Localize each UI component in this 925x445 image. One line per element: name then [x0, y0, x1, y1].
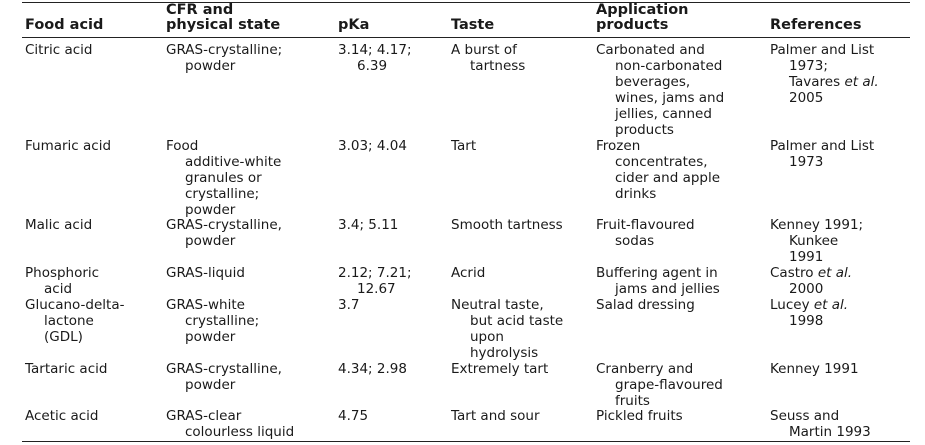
cell-application: Cranberry and grape-flavoured fruits — [596, 361, 723, 409]
header-application-line2: products — [596, 17, 669, 33]
cell-taste: A burst of tartness — [451, 42, 526, 74]
cell-acid: Acetic acid — [25, 408, 99, 424]
cell-state: GRAS-clear colourless liquid — [166, 408, 295, 440]
cell-reference: Palmer and List 1973; Tavares et al. 2005 — [770, 42, 879, 106]
header-pka: pKa — [338, 17, 370, 33]
cell-application: Frozen concentrates, cider and apple drinks — [596, 138, 721, 202]
cell-acid: Tartaric acid — [25, 361, 108, 377]
cell-taste: Tart — [451, 138, 477, 154]
cell-pka: 3.03; 4.04 — [338, 138, 407, 154]
cell-acid: Fumaric acid — [25, 138, 112, 154]
cell-state: Food additive-white granules or crystalline; powder — [166, 138, 282, 218]
cell-pka: 3.14; 4.17; 6.39 — [338, 42, 412, 74]
cell-pka: 4.34; 2.98 — [338, 361, 407, 377]
header-cfr — [166, 3, 336, 33]
header-cfr-line2: physical state — [166, 17, 281, 33]
header-application-line1: Application — [596, 2, 689, 18]
cell-reference: Castro et al. 2000 — [770, 265, 853, 297]
cell-taste: Tart and sour — [451, 408, 540, 424]
cell-pka: 3.4; 5.11 — [338, 217, 399, 233]
cell-acid: Citric acid — [25, 42, 93, 58]
cell-application: Fruit-flavoured sodas — [596, 217, 695, 249]
table-top-rule — [22, 2, 910, 3]
cell-application: Buffering agent in jams and jellies — [596, 265, 720, 297]
cell-application: Carbonated and non-carbonated beverages, wines, jams and jellies, canned products — [596, 42, 725, 138]
cell-state: GRAS-liquid — [166, 265, 245, 281]
header-cfr-line1: CFR and — [166, 2, 234, 18]
cell-application: Salad dressing — [596, 297, 695, 313]
cell-acid: Malic acid — [25, 217, 93, 233]
cell-taste: Smooth tartness — [451, 217, 563, 233]
cell-state: GRAS-crystalline, powder — [166, 217, 282, 249]
cell-reference: Kenney 1991 — [770, 361, 859, 377]
cell-state: GRAS-white crystalline; powder — [166, 297, 260, 345]
cell-reference: Palmer and List 1973 — [770, 138, 875, 170]
cell-reference: Lucey et al. 1998 — [770, 297, 849, 329]
table-bottom-rule — [22, 441, 910, 442]
cell-taste: Neutral taste, but acid taste upon hydrolysis — [451, 297, 564, 361]
cell-state: GRAS-crystalline; powder — [166, 42, 283, 74]
cell-application: Pickled fruits — [596, 408, 683, 424]
header-taste: Taste — [451, 17, 495, 33]
cell-pka: 2.12; 7.21; 12.67 — [338, 265, 412, 297]
header-application — [596, 3, 768, 33]
cell-state: GRAS-crystalline, powder — [166, 361, 282, 393]
cell-pka: 4.75 — [338, 408, 369, 424]
cell-taste: Acrid — [451, 265, 486, 281]
header-references: References — [770, 17, 862, 33]
header-food-acid: Food acid — [25, 17, 104, 33]
cell-reference: Seuss and Martin 1993 — [770, 408, 871, 440]
cell-taste: Extremely tart — [451, 361, 549, 377]
cell-acid: Glucano-delta- lactone (GDL) — [25, 297, 125, 345]
cell-pka: 3.7 — [338, 297, 360, 313]
cell-acid: Phosphoric acid — [25, 265, 100, 297]
table-header-rule — [22, 37, 910, 38]
cell-reference: Kenney 1991; Kunkee 1991 — [770, 217, 864, 265]
